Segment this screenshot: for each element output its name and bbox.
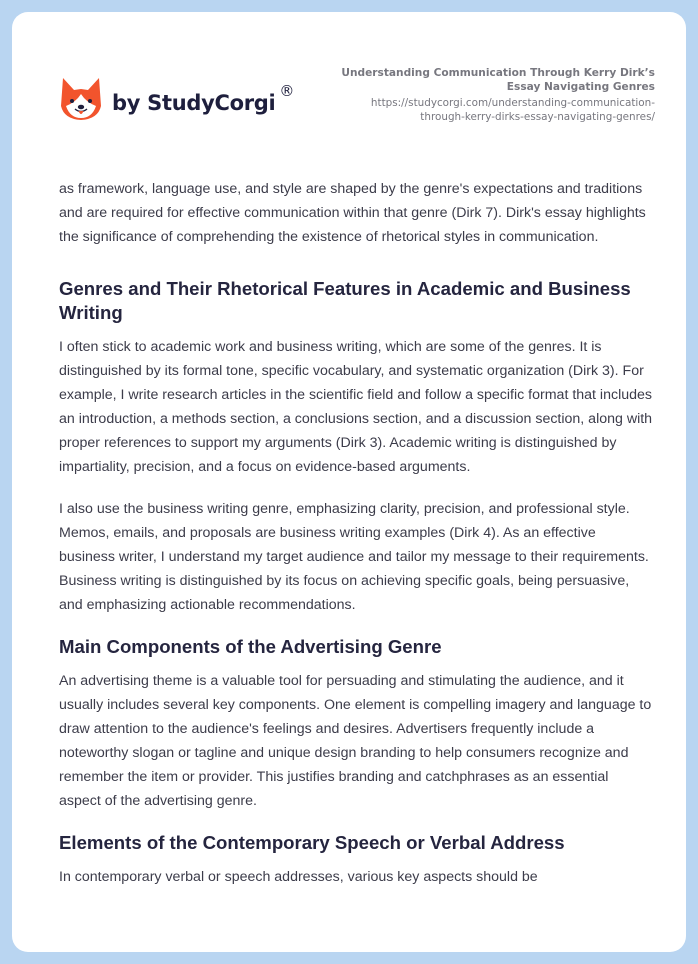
paragraph: as framework, language use, and style are shaped by the genre's expectations and traditions and are required for effective communication within that genre (Dirk 7). Dirk's essay highlights the significance of comprehending the existence of rhetorical styles in communication. <box>59 181 646 245</box>
paragraph: I also use the business writing genre, emphasizing clarity, precision, and professional style. Memos, emails, and proposals are business writing examples (Dirk 4). As an effective business writer, I understand my target audience and tailor my message to their requirements. Business writing is distinguished by its focus on achieving specific goals, being persuasive, and emphasizing actionable recommendations. <box>59 501 649 613</box>
section-heading: Genres and Their Rhetorical Features in Academic and Business Writing <box>59 278 631 323</box>
essay-content <box>59 177 653 889</box>
document-url[interactable] <box>315 97 655 124</box>
registered-mark: ® <box>279 82 295 100</box>
document-url-line: through-kerry-dirks-essay-navigating-genres/ <box>420 110 655 123</box>
studycorgi-logo[interactable] <box>60 76 294 122</box>
paragraph: I often stick to academic work and business writing, which are some of the genres. It is distinguished by its formal tone, specific vocabulary, and systematic organization (Dirk 3). For example, I write research articles in the scientific field and follow a specific format that includes an introduction, a methods section, a conclusions section, and a discussion section, along with proper references to support my arguments (Dirk 3). Academic writing is distinguished by impartiality, precision, and a focus on evidence-based arguments. <box>59 339 653 475</box>
section-heading: Elements of the Contemporary Speech or Verbal Address <box>59 832 565 853</box>
paragraph: An advertising theme is a valuable tool for persuading and stimulating the audience, and it usually includes several key components. One element is compelling imagery and language to draw attention to the audience's feelings and desires. Advertisers frequently include a noteworthy slogan or tagline and unique design branding to help consumers recognize and remember the item or provider. This justifies branding and catchphrases as an essential aspect of the advertising genre. <box>59 673 652 809</box>
document-title-line: Understanding Communication Through Kerry Dirk’s <box>341 67 655 79</box>
brand-name: by StudyCorgi <box>112 91 276 115</box>
corgi-logo-icon <box>60 76 102 122</box>
document-url-line: https://studycorgi.com/understanding-communication- <box>370 97 655 109</box>
document-meta <box>315 66 655 124</box>
page-header <box>12 12 686 152</box>
document-title <box>315 66 655 94</box>
document-card <box>12 12 686 952</box>
section-heading: Main Components of the Advertising Genre <box>59 636 442 657</box>
paragraph: In contemporary verbal or speech addresses, various key aspects should be <box>59 869 538 885</box>
document-title-line: Essay Navigating Genres <box>506 81 655 93</box>
